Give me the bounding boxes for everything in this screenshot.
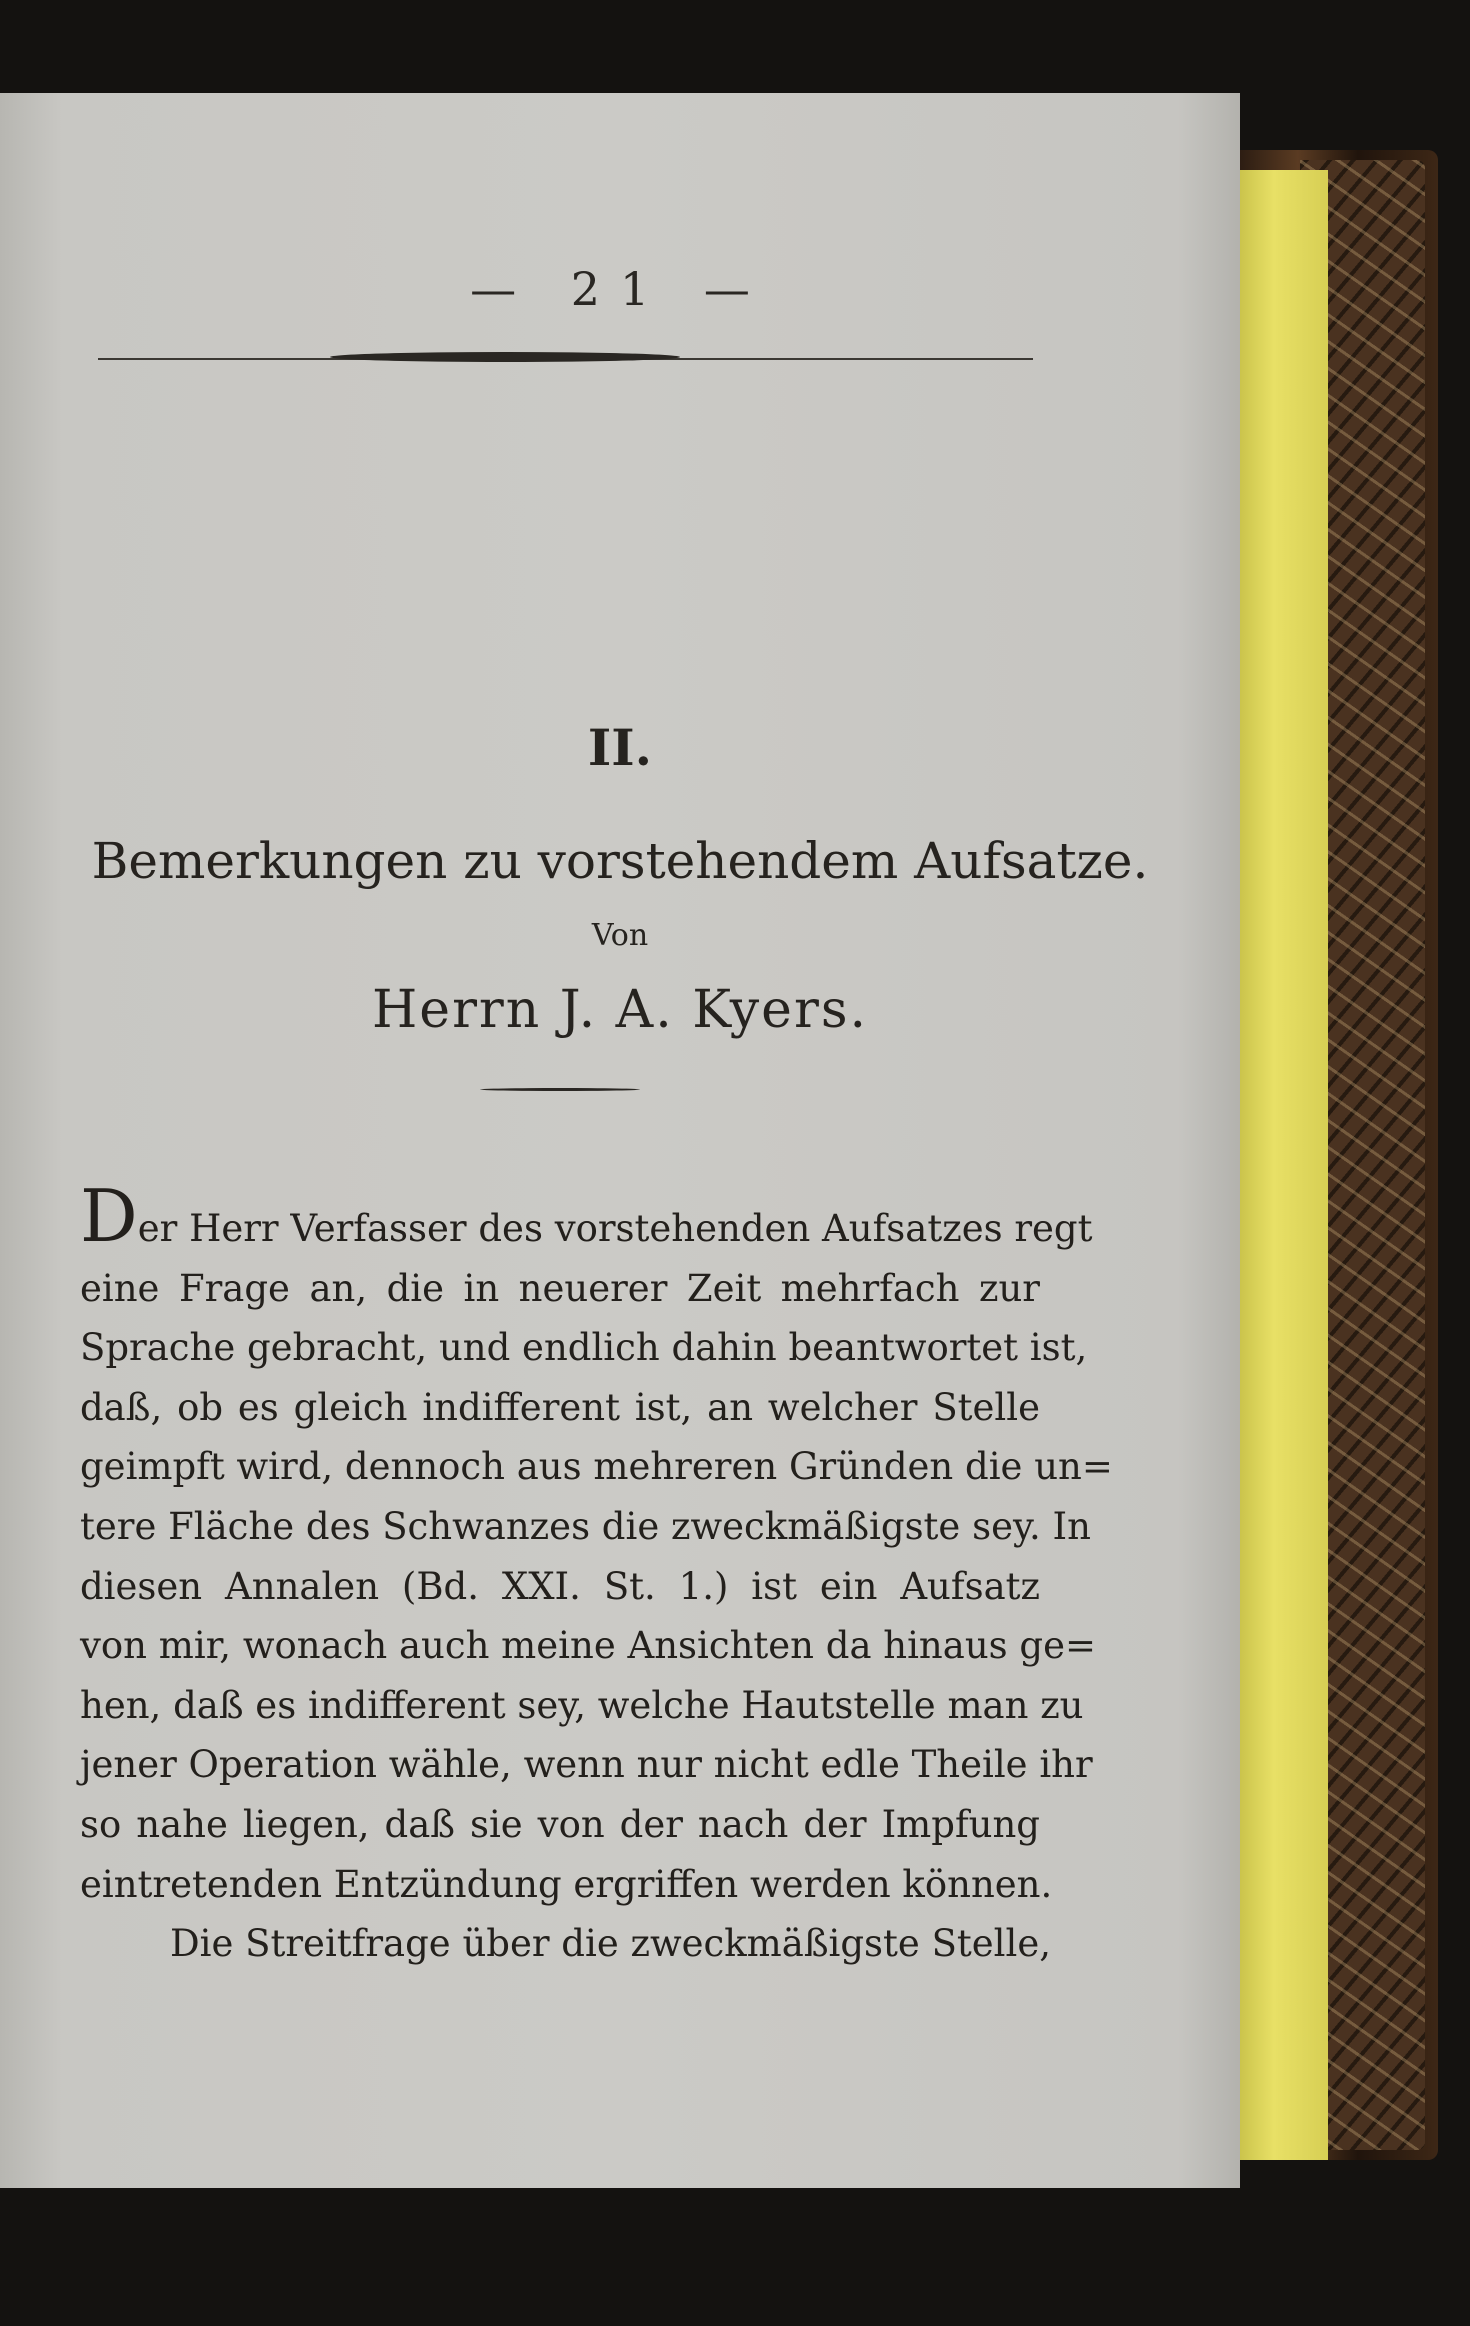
body-line: tere Fläche des Schwanzes die zweckmäßigste sey. In [80,1504,1091,1548]
article-title: Bemerkungen zu vorstehendem Aufsatze. [91,832,1149,890]
body-line: Der Herr Verfasser des vorstehenden Aufsatzes regt [80,1174,1093,1258]
header-rule-ornament [330,352,680,362]
running-head: — 21 — [470,262,770,316]
body-line: eintretenden Entzündung ergriffen werden können. [80,1862,1053,1906]
body-line: Sprache gebracht, und endlich dahin beantwortet ist, [80,1326,1088,1370]
drop-cap: D [80,1174,138,1258]
byline-prefix: Von [591,918,649,953]
page-block-edge [1238,170,1328,2160]
body-line: hen, daß es indifferent sey, welche Hautstelle man zu [80,1683,1084,1727]
article-body [80,1174,1113,1974]
body-line: Die Streitfrage über die zweckmäßigste Stelle, [170,1922,1052,1966]
body-line: eine Frage an, die in neuerer Zeit mehrfach zur [80,1266,1040,1310]
title-separator-rule [480,1088,640,1091]
body-line: geimpft wird, dennoch aus mehreren Gründen die un= [80,1445,1113,1489]
author-name: Herrn J. A. Kyers. [371,980,869,1040]
body-line: von mir, wonach auch meine Ansichten da hinaus ge= [80,1624,1096,1668]
section-number: II. [587,718,653,777]
body-line: daß, ob es gleich indifferent ist, an welcher Stelle [80,1385,1040,1429]
body-line: diesen Annalen (Bd. XXI. St. 1.) ist ein Aufsatz [80,1564,1040,1608]
body-line: jener Operation wähle, wenn nur nicht edle Theile ihr [80,1743,1093,1787]
body-line: so nahe liegen, daß sie von der nach der Impfung [80,1802,1040,1846]
